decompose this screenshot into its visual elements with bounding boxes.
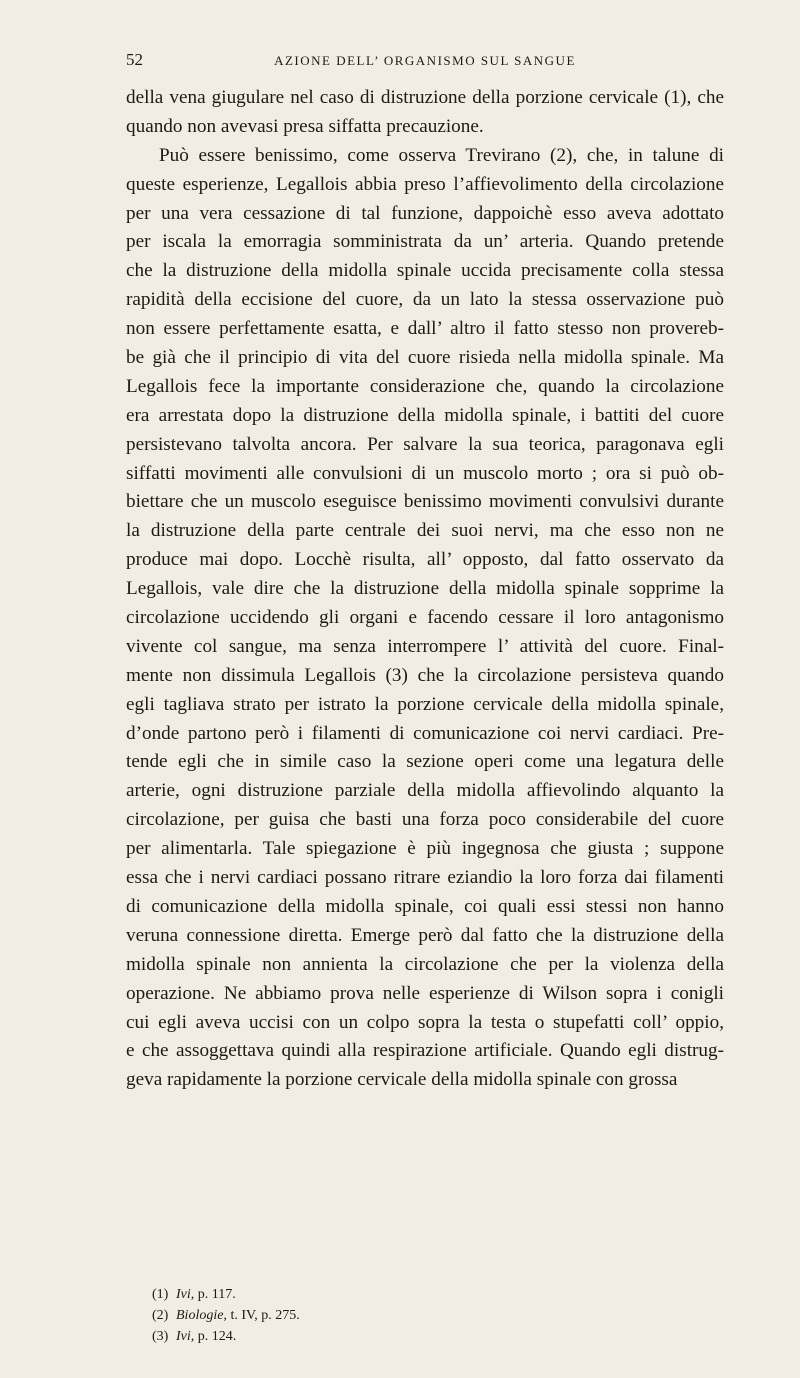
- text-line: era arrestata dopo la distruzione della midolla spinale, i battiti del cuore: [126, 404, 724, 426]
- text-line: mente non dissimula Legallois (3) che la circolazione persisteva quando: [126, 664, 724, 686]
- text-line: veruna connessione diretta. Emerge però dal fatto che la distruzione della: [126, 924, 724, 946]
- footnote-ref: t. IV, p. 275.: [230, 1308, 300, 1323]
- text-line: essa che i nervi cardiaci possano ritrare eziandio la loro forza dai filamenti: [126, 867, 724, 889]
- text-line: operazione. Ne abbiamo prova nelle esperienze di Wilson sopra i conigli: [126, 982, 724, 1004]
- running-head: [126, 50, 724, 74]
- text-line: che la distruzione della midolla spinale uccida precisamente colla stessa: [126, 260, 724, 282]
- footnote: [152, 1326, 552, 1347]
- text-line: Legallois, vale dire che la distruzione della midolla spinale sopprime la: [126, 578, 724, 600]
- text-line: persistevano talvolta ancora. Per salvare la sua teorica, paragonava egli: [126, 433, 724, 455]
- text-line: per iscala la emorragia somministrata da un’ arteria. Quando pretende: [126, 231, 724, 253]
- text-line: siffatti movimenti alle convulsioni di un muscolo morto ; ora si può ob-: [126, 462, 724, 484]
- footnotes: [152, 1284, 552, 1347]
- text-line: la distruzione della parte centrale dei suoi nervi, ma che esso non ne: [126, 520, 724, 542]
- text-line: queste esperienze, Legallois abbia preso l’affievolimento della circolazione: [126, 173, 724, 195]
- text-line: quando non avevasi presa siffatta precauzione.: [126, 115, 484, 137]
- footnote-mark: (1): [152, 1287, 169, 1302]
- text-line: d’onde partono però i filamenti di comunicazione coi nervi cardiaci. Pre-: [126, 722, 724, 744]
- footnote-ref: p. 124.: [197, 1329, 237, 1344]
- text-line: tende egli che in simile caso la sezione operi come una legatura delle: [126, 751, 724, 773]
- text-line: Legallois fece la importante considerazione che, quando la circolazione: [126, 375, 724, 397]
- text-line: per una vera cessazione di tal funzione, dappoichè esso aveva adottato: [126, 202, 724, 224]
- text-line: vivente col sangue, ma senza interrompere l’ attività del cuore. Final-: [126, 635, 724, 657]
- text-line: geva rapidamente la porzione cervicale della midolla spinale con grossa: [126, 1069, 678, 1091]
- text-line: di comunicazione della midolla spinale, coi quali essi stessi non hanno: [126, 895, 724, 917]
- text-line: della vena giugulare nel caso di distruzione della porzione cervicale (1), che: [126, 87, 724, 108]
- text-line: arterie, ogni distruzione parziale della midolla affievolindo alquanto la: [126, 780, 724, 802]
- footnote-ref: p. 117.: [197, 1287, 236, 1302]
- text-line: non essere perfettamente esatta, e dall’ altro il fatto stesso non provereb-: [126, 318, 724, 340]
- footnote-source: Ivi,: [176, 1329, 195, 1344]
- running-head-title: AZIONE DELL’ ORGANISMO SUL SANGUE: [274, 53, 576, 68]
- footnote: [152, 1305, 552, 1326]
- footnote-source: Ivi,: [176, 1287, 195, 1302]
- footnote-source: Biologie,: [176, 1308, 227, 1323]
- text-line: midolla spinale non annienta la circolazione che per la violenza della: [126, 953, 724, 975]
- page-number: 52: [126, 50, 143, 69]
- text-line: circolazione uccidendo gli organi e facendo cessare il loro antagonismo: [126, 607, 724, 629]
- text-line: e che assoggettava quindi alla respirazione artificiale. Quando egli distrug-: [126, 1040, 724, 1062]
- text-line: egli tagliava strato per istrato la porzione cervicale della midolla spinale,: [126, 693, 724, 715]
- footnote-mark: (2): [152, 1308, 169, 1323]
- footnote-mark: (3): [152, 1329, 169, 1344]
- footnote: [152, 1284, 552, 1305]
- text-line: produce mai dopo. Locchè risulta, all’ opposto, dal fatto osservato da: [126, 549, 724, 571]
- text-line: biettare che un muscolo eseguisce benissimo movimenti convulsivi durante: [126, 491, 724, 513]
- body-text: [126, 84, 724, 1095]
- text-line: cui egli aveva uccisi con un colpo sopra la testa o stupefatti coll’ oppio,: [126, 1011, 724, 1033]
- text-line: Può essere benissimo, come osserva Trevirano (2), che, in talune di: [159, 144, 724, 166]
- text-line: circolazione, per guisa che basti una forza poco considerabile del cuore: [126, 809, 724, 831]
- text-line: per alimentarla. Tale spiegazione è più ingegnosa che giusta ; suppone: [126, 838, 724, 860]
- text-line: rapidità della eccisione del cuore, da un lato la stessa osservazione può: [126, 289, 724, 311]
- text-line: be già che il principio di vita del cuore risieda nella midolla spinale. Ma: [126, 347, 724, 369]
